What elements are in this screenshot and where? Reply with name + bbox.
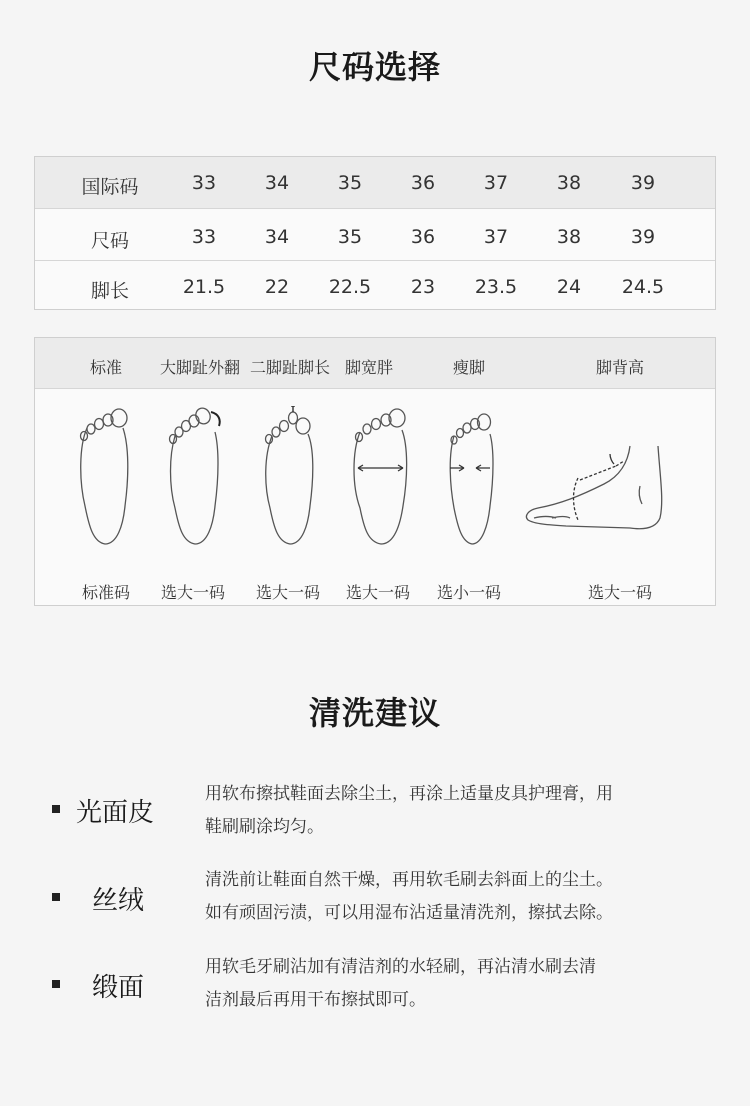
standard-foot-icon <box>73 406 133 546</box>
foot-type-advice: 选大一码 <box>587 583 652 602</box>
foot-type-label: 脚背高 <box>595 358 644 377</box>
long-second-toe-foot-icon <box>258 406 318 546</box>
wide-foot-icon <box>348 406 413 546</box>
cell-value: 23 <box>410 276 436 298</box>
bunion-foot-icon <box>163 406 228 546</box>
row-label: 尺码 <box>90 230 129 252</box>
cell-value: 38 <box>556 172 582 194</box>
foot-type-label: 瘦脚 <box>452 358 485 377</box>
care-material-name: 丝绒 <box>92 886 145 916</box>
cell-value: 33 <box>191 172 217 194</box>
size-row-international <box>35 157 715 208</box>
narrow-foot-icon <box>444 406 499 546</box>
foot-type-label: 脚宽胖 <box>344 358 393 377</box>
care-item-satin <box>0 947 750 1027</box>
foot-type-advice: 选大一码 <box>160 583 225 602</box>
care-instructions <box>205 951 695 1017</box>
size-row-size <box>35 208 715 261</box>
size-row-foot-length <box>35 260 715 311</box>
cell-value: 24 <box>556 276 582 298</box>
cell-value: 24.5 <box>621 276 665 298</box>
care-line: 用软布擦拭鞋面去除尘土，再涂上适量皮具护理膏，用 <box>205 784 613 804</box>
foot-type-advice: 选小一码 <box>436 583 501 602</box>
foot-type-label: 标准 <box>89 358 122 377</box>
cell-value: 23.5 <box>474 276 518 298</box>
care-instructions <box>205 864 695 930</box>
cell-value: 39 <box>630 172 656 194</box>
high-instep-foot-icon <box>520 406 670 546</box>
cell-value: 36 <box>410 172 436 194</box>
care-line: 用软毛牙刷沾加有清洁剂的水轻刷，再沾清水刷去清 <box>205 957 596 977</box>
cell-value: 34 <box>264 172 290 194</box>
foot-type-advice: 选大一码 <box>255 583 320 602</box>
cell-value: 22.5 <box>328 276 372 298</box>
bullet-icon <box>52 893 60 901</box>
cell-value: 38 <box>556 226 582 248</box>
bullet-icon <box>52 980 60 988</box>
cell-value: 39 <box>630 226 656 248</box>
care-material-name: 缎面 <box>92 973 145 1003</box>
clean-section-title: 清洗建议 <box>308 694 441 732</box>
care-item-smooth-leather <box>0 772 750 852</box>
cell-value: 22 <box>264 276 290 298</box>
care-instructions <box>205 778 695 844</box>
cell-value: 36 <box>410 226 436 248</box>
cell-value: 35 <box>337 172 363 194</box>
foot-type-header <box>35 338 715 389</box>
care-line: 洁剂最后再用干布擦拭即可。 <box>205 990 426 1010</box>
care-line: 鞋刷刷涂均匀。 <box>205 817 324 837</box>
bullet-icon <box>52 805 60 813</box>
cell-value: 37 <box>483 172 509 194</box>
cell-value: 37 <box>483 226 509 248</box>
foot-type-advice: 选大一码 <box>345 583 410 602</box>
care-line: 如有顽固污渍，可以用湿布沾适量清洗剂，擦拭去除。 <box>205 903 613 923</box>
size-section-title: 尺码选择 <box>308 48 441 86</box>
foot-type-panel <box>34 337 716 606</box>
cell-value: 34 <box>264 226 290 248</box>
cell-value: 21.5 <box>182 276 226 298</box>
row-label: 国际码 <box>81 176 139 198</box>
foot-type-label: 二脚趾脚长 <box>249 358 330 377</box>
care-item-velvet <box>0 860 750 940</box>
size-table <box>34 156 716 310</box>
row-label: 脚长 <box>90 280 129 302</box>
care-material-name: 光面皮 <box>76 798 155 828</box>
foot-type-label: 大脚趾外翻 <box>159 358 240 377</box>
care-line: 清洗前让鞋面自然干燥，再用软毛刷去斜面上的尘土。 <box>205 870 613 890</box>
cell-value: 35 <box>337 226 363 248</box>
foot-type-advice: 标准码 <box>81 583 130 602</box>
cell-value: 33 <box>191 226 217 248</box>
